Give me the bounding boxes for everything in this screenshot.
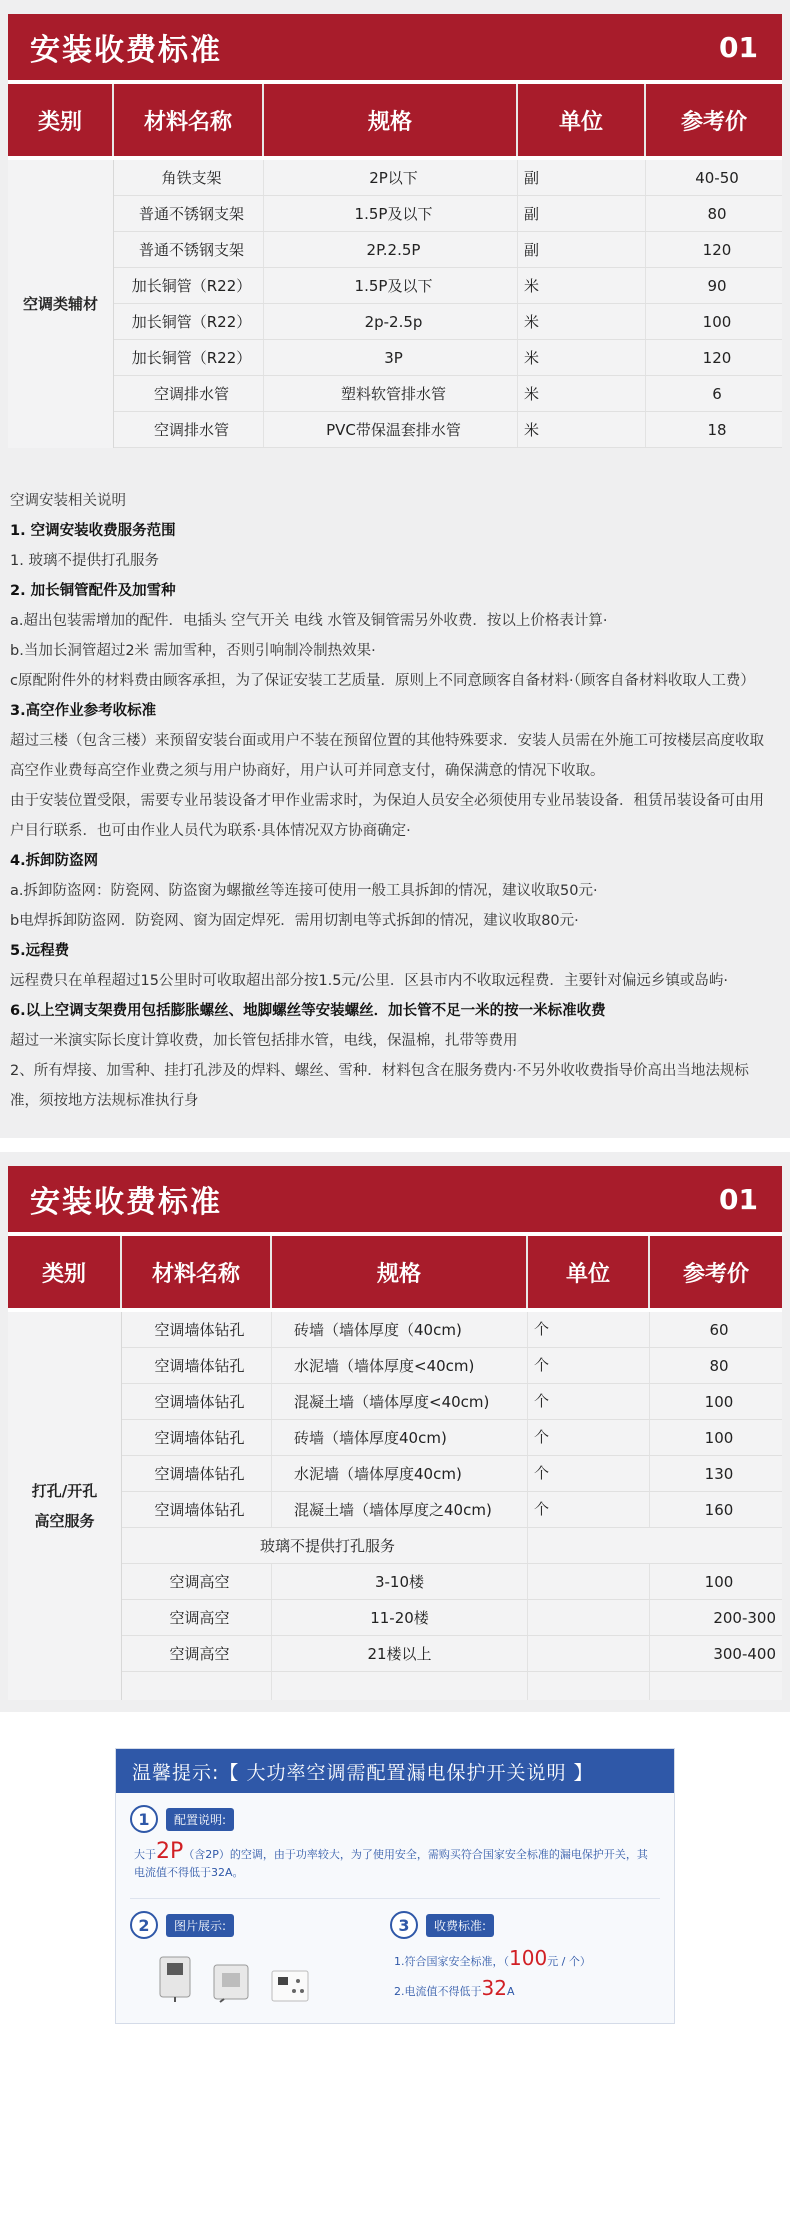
note-line: b电焊拆卸防盗网．防瓷网、窗为固定焊死．需用切割电等式拆卸的情况，建议收取80元· [10, 913, 579, 929]
note-section-title: 5.远程费 [10, 943, 70, 959]
breaker-switch-icon [212, 1963, 250, 2003]
spec-cell: 2p-2.5p [264, 304, 518, 339]
table-title-bar [8, 14, 782, 80]
unit-cell: 个 [528, 1420, 650, 1455]
material-cell: 角铁支架 [114, 160, 264, 195]
tip-heading: 温馨提示:【 大功率空调需配置漏电保护开关说明 】 [116, 1749, 674, 1793]
material-cell: 普通不锈钢支架 [114, 196, 264, 231]
note-line: a.拆卸防盗网：防瓷网、防盗窗为螺撤丝等连接可使用一般工具拆卸的情况，建议收取50元· [10, 883, 598, 899]
material-cell: 空调排水管 [114, 376, 264, 411]
header-price: 参考价 [682, 1261, 749, 1287]
spec-cell: 21楼以上 [272, 1636, 528, 1671]
fee-text: A [506, 1985, 515, 1998]
note-line: 远程费只在单程超过15公里时可收取超出部分按1.5元/公里．区县市内不收取远程费．主要针对偏远乡镇或岛屿· [10, 973, 729, 989]
price-cell: 6 [712, 384, 722, 403]
material-cell: 普通不锈钢支架 [114, 232, 264, 267]
note-line: 由于安装位置受限，需要专业吊装设备才甲作业需求时，为保迫人员安全必须使用专业吊装设备．租赁吊装设备可由用户目行联系．也可由作业人员代为联系·具体情况双方协商确定· [10, 793, 764, 839]
fee-lines [390, 1945, 660, 2005]
table-rows [114, 160, 782, 448]
note-line: 1. 玻璃不提供打孔服务 [10, 553, 159, 569]
material-cell: 空调墙体钻孔 [122, 1420, 272, 1455]
table-row [122, 1528, 782, 1564]
material-cell: 空调墙体钻孔 [122, 1492, 272, 1527]
unit-cell: 米 [518, 268, 646, 303]
material-cell: 空调排水管 [114, 412, 264, 447]
category-line: 高空服务 [34, 1512, 95, 1530]
category-cell: 空调类辅材 [8, 160, 114, 448]
note-line: 超过一米演实际长度计算收费，加长管包括排水管，电线，保温棉，扎带等费用 [10, 1033, 518, 1049]
material-cell: 空调高空 [122, 1636, 272, 1671]
header-unit: 单位 [518, 84, 646, 156]
note-section-title: 4.拆卸防盗网 [10, 853, 99, 869]
table-row [122, 1564, 782, 1600]
empty-cell [272, 1672, 528, 1700]
price-cell: 120 [702, 348, 732, 367]
price-cell: 60 [709, 1320, 729, 1339]
note-line: 超过三楼（包含三楼）来预留安装台面或用户不装在预留位置的其他特殊要求．安装人员需在外施工可按楼层高度收取高空作业费每高空作业费之须与用户协商好，用户认可并同意支付，确保满意的情况下收取。 [10, 733, 764, 779]
spec-cell: 3P [264, 340, 518, 375]
header-spec: 规格 [272, 1236, 528, 1308]
leakage-switch-icon [158, 1955, 192, 2003]
tip-section [0, 1712, 790, 2064]
tip-bottom [130, 1899, 660, 2005]
material-cell: 加长铜管（R22） [114, 340, 264, 375]
fee-line-2 [394, 1975, 660, 2005]
step-1 [130, 1805, 660, 1833]
spec-cell: 砖墙（墙体厚度（40cm) [272, 1312, 528, 1347]
table-title: 安装收费标准 [30, 33, 222, 68]
step-number: 3 [390, 1911, 418, 1939]
table-row [122, 1384, 782, 1420]
unit-cell: 米 [518, 376, 646, 411]
step-label: 图片展示: [166, 1914, 234, 1937]
table-row [114, 268, 782, 304]
desc-power: 2P [156, 1839, 184, 1864]
table-body [8, 1308, 782, 1700]
table-row [114, 412, 782, 448]
unit-cell [528, 1636, 650, 1671]
fee-line-1 [394, 1945, 660, 1975]
price-cell: 100 [702, 312, 732, 331]
desc-text: （含2P）的空调，由于功率较大，为了使用安全，需购买符合国家安全标准的漏电保护开关，其电流值不得低于32A。 [134, 1848, 648, 1879]
note-section-title: 3.高空作业参考收标准 [10, 703, 157, 719]
spec-cell: 混凝土墙（墙体厚度之40cm) [272, 1492, 528, 1527]
unit-cell: 米 [518, 304, 646, 339]
price-cell: 100 [704, 1572, 734, 1591]
table-row [114, 160, 782, 196]
table-row [122, 1420, 782, 1456]
price-cell: 160 [704, 1500, 734, 1519]
note-line: 2、所有焊接、加雪种、挂打孔涉及的焊料、螺丝、雪种．材料包含在服务费内·不另外收收费指导价高出当地法规标准，须按地方法规标准执行身 [10, 1063, 749, 1109]
empty-cell [528, 1672, 650, 1700]
switch-pictures [130, 1945, 390, 2003]
wall-socket-icon [270, 1969, 310, 2003]
table-title-bar [8, 1166, 782, 1232]
step-label: 配置说明: [166, 1808, 234, 1831]
unit-cell: 个 [528, 1312, 650, 1347]
material-cell: 空调墙体钻孔 [122, 1312, 272, 1347]
spec-cell: 2P以下 [264, 160, 518, 195]
table-row [114, 196, 782, 232]
material-cell: 空调高空 [122, 1564, 272, 1599]
unit-cell: 副 [518, 196, 646, 231]
unit-cell: 米 [518, 412, 646, 447]
spec-cell: 混凝土墙（墙体厚度<40cm) [272, 1384, 528, 1419]
step-number: 1 [130, 1805, 158, 1833]
table-row [114, 340, 782, 376]
tip-card [115, 1748, 675, 2024]
table-body [8, 156, 782, 448]
price-cell: 40-50 [695, 168, 739, 187]
price-cell: 120 [702, 240, 732, 259]
spec-cell: 11-20楼 [272, 1600, 528, 1635]
table-title: 安装收费标准 [30, 1185, 222, 1220]
table-row [122, 1672, 782, 1700]
table-row [114, 304, 782, 340]
empty-cell [650, 1672, 782, 1700]
category-cell [8, 1312, 122, 1700]
unit-cell: 副 [518, 160, 646, 195]
header-material: 材料名称 [114, 84, 264, 156]
spec-cell: 1.5P及以下 [264, 196, 518, 231]
note-line: b.当加长洞管超过2米 需加雪种，否则引响制冷制热效果· [10, 643, 376, 659]
note-section-title: 2. 加长铜管配件及加雪种 [10, 583, 176, 599]
spec-cell: 塑料软管排水管 [264, 376, 518, 411]
spec-cell: 2P.2.5P [264, 232, 518, 267]
table-row [122, 1600, 782, 1636]
empty-cell [122, 1672, 272, 1700]
header-spec: 规格 [264, 84, 518, 156]
header-price: 参考价 [680, 109, 747, 135]
installation-notes [0, 460, 790, 1138]
step-2 [130, 1911, 390, 1939]
header-unit: 单位 [528, 1236, 650, 1308]
category-label [32, 1476, 97, 1536]
spec-cell: 3-10楼 [272, 1564, 528, 1599]
table-row [122, 1492, 782, 1528]
unit-cell [528, 1564, 650, 1599]
price-cell: 130 [704, 1464, 734, 1483]
unit-cell: 副 [518, 232, 646, 267]
material-cell: 加长铜管（R22） [114, 268, 264, 303]
fee-table-1 [0, 0, 790, 460]
spec-cell: 水泥墙（墙体厚度<40cm) [272, 1348, 528, 1383]
table-number: 01 [719, 30, 758, 64]
price-cell: 200-300 [713, 1608, 776, 1627]
spec-cell: PVC带保温套排水管 [264, 412, 518, 447]
header-category: 类别 [8, 84, 114, 156]
step-number: 2 [130, 1911, 158, 1939]
current-value: 32 [481, 1976, 507, 2000]
table-header-row [8, 1236, 782, 1308]
price-cell: 18 [707, 420, 727, 439]
table-header-row [8, 84, 782, 156]
table-row [122, 1348, 782, 1384]
desc-prefix: 大于 [134, 1848, 156, 1861]
header-category: 类别 [8, 1236, 122, 1308]
price-cell: 80 [707, 204, 727, 223]
material-cell: 空调墙体钻孔 [122, 1456, 272, 1491]
empty-cell [528, 1528, 782, 1563]
price-cell: 80 [709, 1356, 729, 1375]
table-number: 01 [719, 1182, 758, 1216]
spec-cell: 砖墙（墙体厚度40cm) [272, 1420, 528, 1455]
unit-cell: 个 [528, 1492, 650, 1527]
fee-text: 1.符合国家安全标准，（ [394, 1955, 509, 1968]
unit-cell: 个 [528, 1384, 650, 1419]
price-cell: 90 [707, 276, 727, 295]
glass-note-cell: 玻璃不提供打孔服务 [122, 1528, 528, 1563]
spec-cell: 1.5P及以下 [264, 268, 518, 303]
fee-text: 2.电流值不得低于 [394, 1985, 482, 1998]
unit-cell: 个 [528, 1456, 650, 1491]
unit-cell [528, 1600, 650, 1635]
material-cell: 空调高空 [122, 1600, 272, 1635]
table-rows [122, 1312, 782, 1700]
tip-body [116, 1793, 674, 2023]
step-label: 收费标准: [426, 1914, 494, 1937]
table-row [122, 1636, 782, 1672]
spec-cell: 水泥墙（墙体厚度40cm) [272, 1456, 528, 1491]
table-row [122, 1456, 782, 1492]
picture-column [130, 1911, 390, 2005]
step-1-description [130, 1839, 660, 1899]
price-cell: 100 [704, 1428, 734, 1447]
table-row [122, 1312, 782, 1348]
table-row [114, 376, 782, 412]
notes-heading: 空调安装相关说明 [10, 493, 126, 509]
step-3 [390, 1911, 660, 1939]
fee-amount: 100 [509, 1946, 548, 1970]
material-cell: 空调墙体钻孔 [122, 1384, 272, 1419]
material-cell: 加长铜管（R22） [114, 304, 264, 339]
table-row [114, 232, 782, 268]
fee-text: 元 / 个） [547, 1955, 591, 1968]
unit-cell: 米 [518, 340, 646, 375]
note-line: a.超出包装需增加的配件．电插头 空气开关 电线 水管及铜管需另外收费．按以上价格表计算· [10, 613, 608, 629]
note-line: c原配附件外的材料费由顾客承担，为了保证安装工艺质量．原则上不同意顾客自备材料·（顾客自备材料收取人工费） [10, 673, 755, 689]
category-line: 打孔/开孔 [31, 1482, 98, 1500]
price-cell: 100 [704, 1392, 734, 1411]
price-cell: 300-400 [713, 1644, 776, 1663]
material-cell: 空调墙体钻孔 [122, 1348, 272, 1383]
unit-cell: 个 [528, 1348, 650, 1383]
note-section-title: 6.以上空调支架费用包括膨胀螺丝、地脚螺丝等安装螺丝．加长管不足一米的按一米标准收费 [10, 1003, 606, 1019]
fee-table-2 [0, 1152, 790, 1712]
fee-column [390, 1911, 660, 2005]
note-section-title: 1. 空调安装收费服务范围 [10, 523, 176, 539]
header-material: 材料名称 [122, 1236, 272, 1308]
